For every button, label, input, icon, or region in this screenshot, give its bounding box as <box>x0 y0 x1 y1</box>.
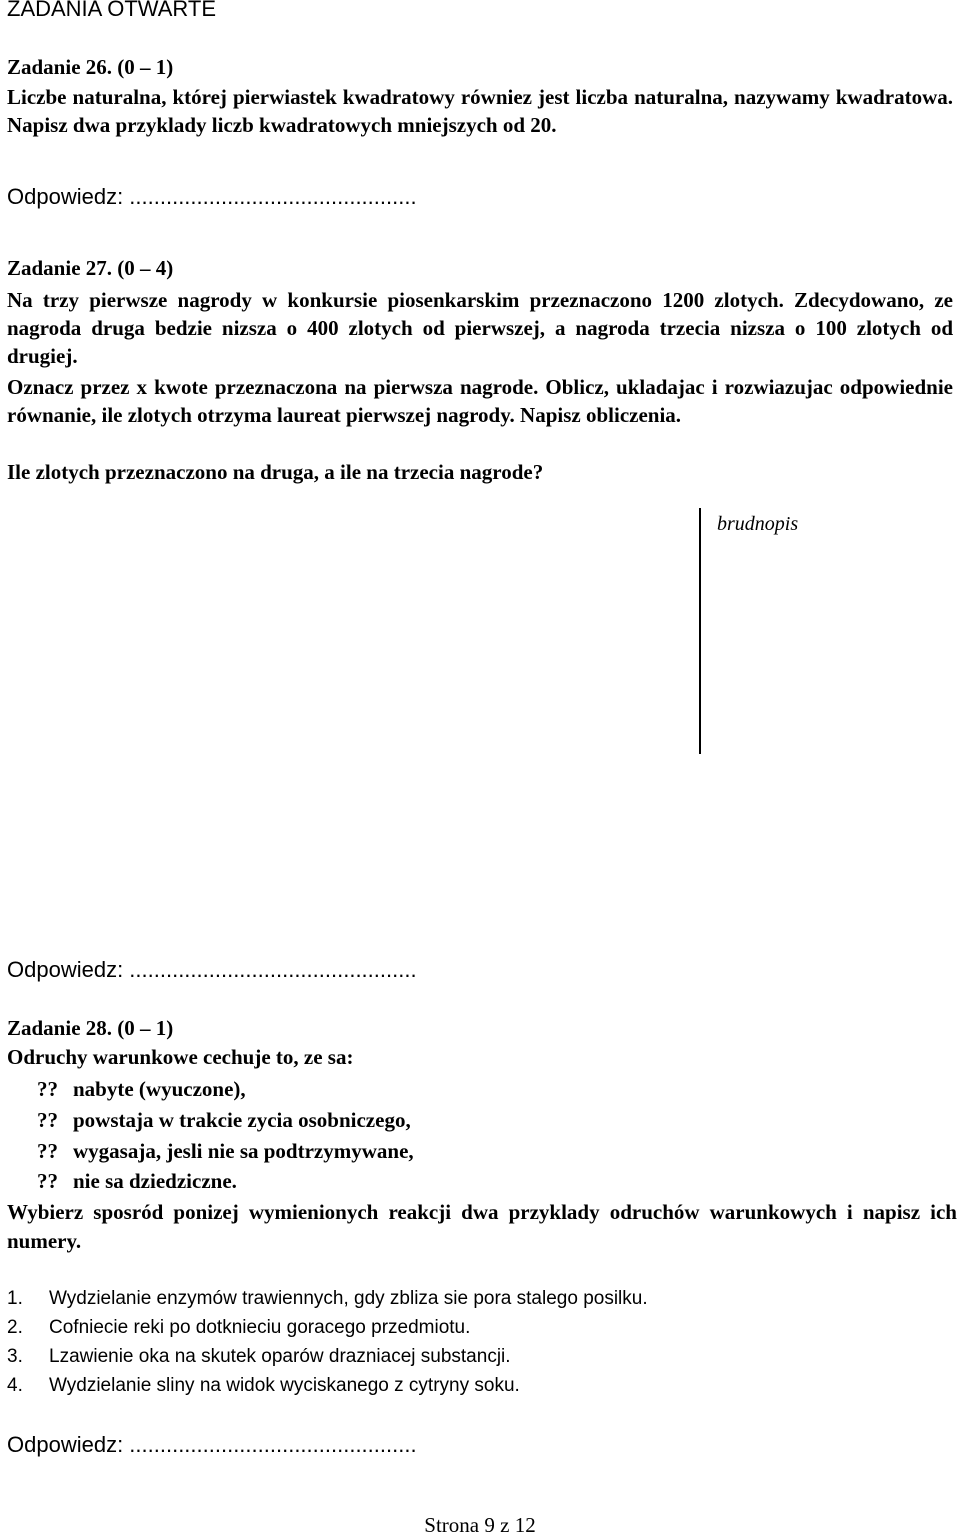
bullet-marker: ?? <box>37 1077 58 1101</box>
bullet-marker: ?? <box>37 1139 58 1163</box>
trait-text: wygasaja, jesli nie sa podtrzymywane, <box>73 1139 414 1163</box>
task-28-heading: Zadanie 28. (0 – 1) <box>7 1016 174 1040</box>
task-27-answer-line[interactable]: Odpowiedz: ............................................... <box>7 957 417 982</box>
task-27-text-1: Na trzy pierwsze nagrody w konkursie piosenkarskim przeznaczono 1200 zlotych. Zdecydowano, ze nagroda druga bedzie nizsza o 400 zlotych od pierwszej, a nagroda trzecia nizsza o 100 zlotych od drugiej. <box>7 288 953 368</box>
task-27-heading: Zadanie 27. (0 – 4) <box>7 256 174 280</box>
task-28-answer-line[interactable]: Odpowiedz: ............................................... <box>7 1432 417 1457</box>
option-text: Cofniecie reki po dotknieciu goracego przedmiotu. <box>49 1317 471 1338</box>
task-26-heading: Zadanie 26. (0 – 1) <box>7 55 174 79</box>
task-27-text-2: Oznacz przez x kwote przeznaczona na pierwsza nagrode. Oblicz, ukladajac i rozwiazujac odpowiednie równanie, ile zlotych otrzyma laureat pierwszej nagrody. Napisz obliczenia. <box>7 375 953 427</box>
option-text: Wydzielanie enzymów trawiennych, gdy zbliza sie pora stalego posilku. <box>49 1288 648 1309</box>
trait-text: nie sa dziedziczne. <box>73 1169 237 1193</box>
task-26-text: Liczbe naturalna, której pierwiastek kwadratowy równiez jest liczba naturalna, nazywamy kwadratowa. Napisz dwa przyklady liczb kwadratowych mniejszych od 20. <box>7 85 953 137</box>
page-number: Strona 9 z 12 <box>424 1513 536 1537</box>
option-number: 1. <box>7 1288 23 1309</box>
section-title: ZADANIA OTWARTE <box>7 0 217 21</box>
option-item <box>7 1346 511 1368</box>
option-text: Wydzielanie sliny na widok wyciskanego z cytryny soku. <box>49 1375 520 1396</box>
trait-item <box>37 1169 237 1194</box>
task-27-text-3: Ile zlotych przeznaczono na druga, a ile na trzecia nagrode? <box>7 460 544 484</box>
trait-text: nabyte (wyuczone), <box>73 1077 246 1101</box>
draft-divider <box>699 508 701 754</box>
option-item <box>7 1288 648 1310</box>
bullet-marker: ?? <box>37 1108 58 1132</box>
trait-item <box>37 1108 411 1133</box>
draft-label: brudnopis <box>717 513 799 535</box>
option-number: 3. <box>7 1346 23 1367</box>
trait-text: powstaja w trakcie zycia osobniczego, <box>73 1108 411 1132</box>
option-number: 2. <box>7 1317 23 1338</box>
option-text: Lzawienie oka na skutek oparów drazniacej substancji. <box>49 1346 511 1367</box>
trait-item <box>37 1077 246 1102</box>
task-28-instruction: Wybierz sposród ponizej wymienionych reakcji dwa przyklady odruchów warunkowych i napisz ich numery. <box>7 1200 957 1253</box>
task-28-intro: Odruchy warunkowe cechuje to, ze sa: <box>7 1045 354 1069</box>
bullet-marker: ?? <box>37 1169 58 1193</box>
task-26-answer-line[interactable]: Odpowiedz: ............................................... <box>7 184 417 209</box>
trait-item <box>37 1139 414 1164</box>
option-item <box>7 1375 520 1397</box>
option-item <box>7 1317 470 1339</box>
option-number: 4. <box>7 1375 23 1396</box>
